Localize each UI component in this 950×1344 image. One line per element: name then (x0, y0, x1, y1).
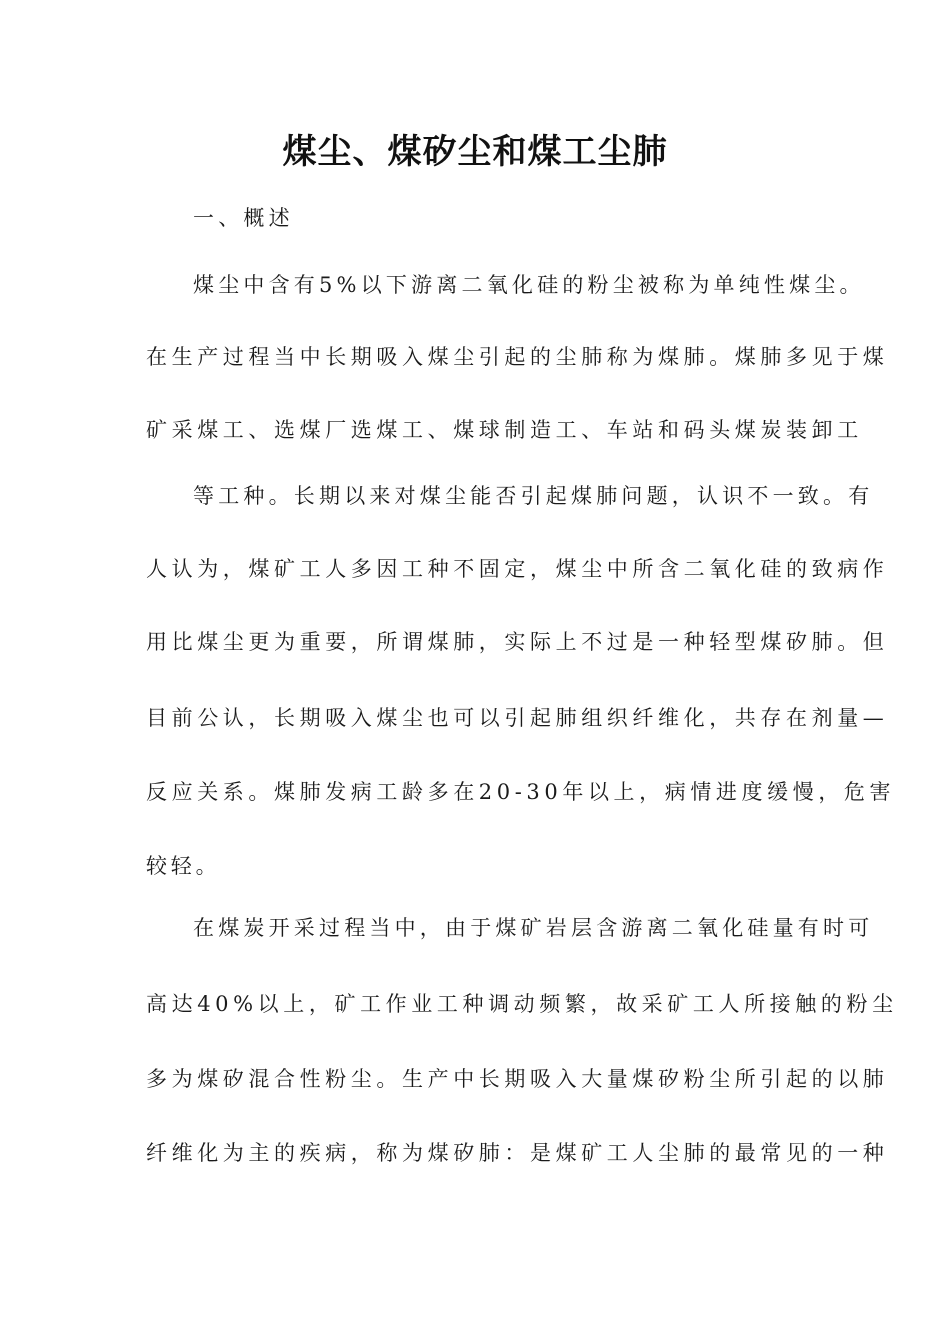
paragraph-line: 多为煤矽混合性粉尘。生产中长期吸入大量煤矽粉尘所引起的以肺 (146, 1067, 889, 1091)
section-heading: 一、概述 (193, 206, 294, 230)
paragraph-line: 用比煤尘更为重要，所谓煤肺，实际上不过是一种轻型煤矽肺。但 (146, 630, 889, 654)
paragraph-line: 高达40%以上，矿工作业工种调动频繁，故采矿工人所接触的粉尘 (146, 992, 898, 1016)
paragraph-line: 目前公认，长期吸入煤尘也可以引起肺组织纤维化，共存在剂量— (146, 706, 889, 730)
paragraph-line: 等工种。长期以来对煤尘能否引起煤肺问题，认识不一致。有 (193, 484, 874, 508)
paragraph-line: 反应关系。煤肺发病工龄多在20-30年以上，病情进度缓慢，危害 (146, 780, 896, 804)
paragraph-line: 纤维化为主的疾病，称为煤矽肺：是煤矿工人尘肺的最常见的一种 (146, 1141, 889, 1165)
paragraph-line: 在生产过程当中长期吸入煤尘引起的尘肺称为煤肺。煤肺多见于煤 (146, 345, 889, 369)
paragraph-line: 煤尘中含有5%以下游离二氧化硅的粉尘被称为单纯性煤尘。 (193, 273, 865, 297)
paragraph-line: 在煤炭开采过程当中，由于煤矿岩层含游离二氧化硅量有时可 (193, 916, 874, 940)
paragraph-line: 人认为，煤矿工人多因工种不固定，煤尘中所含二氧化硅的致病作 (146, 557, 889, 581)
paragraph-line: 矿采煤工、选煤厂选煤工、煤球制造工、车站和码头煤炭装卸工 (146, 418, 863, 442)
paragraph-line: 较轻。 (146, 854, 221, 878)
document-title: 煤尘、煤矽尘和煤工尘肺 (282, 132, 668, 172)
